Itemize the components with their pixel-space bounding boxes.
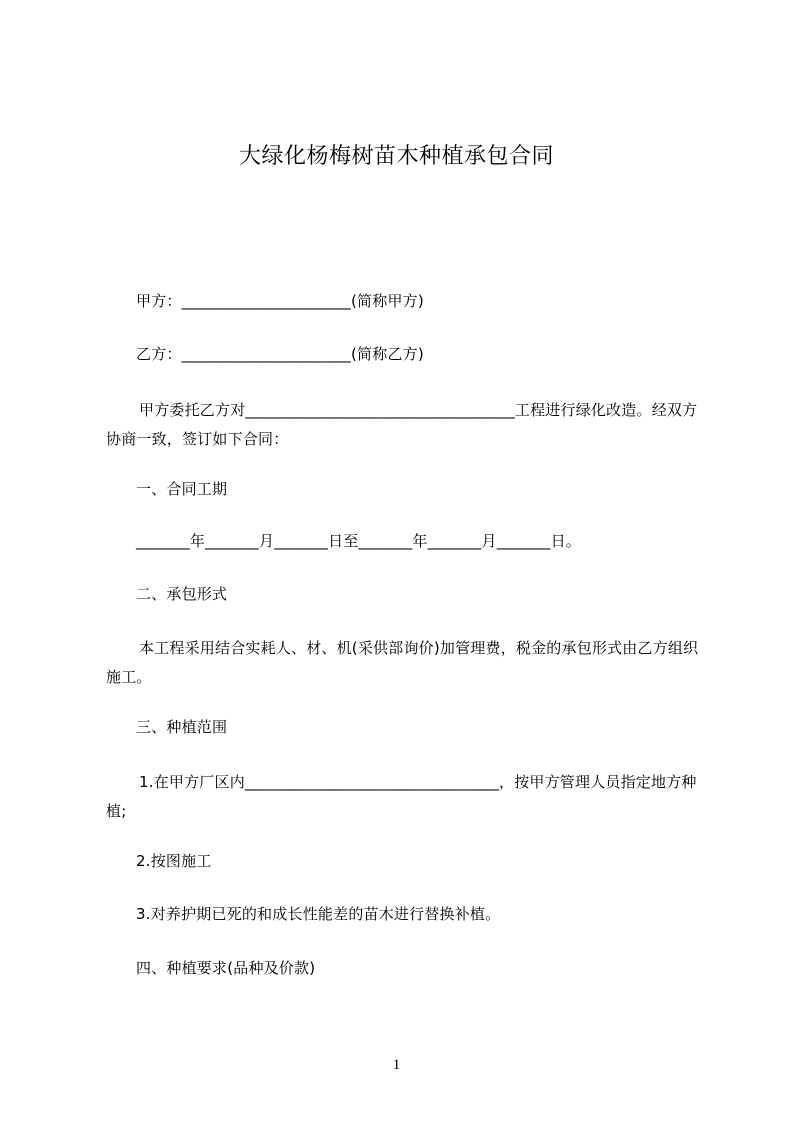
party-a-line: 甲方：______________________(简称甲方) [136, 292, 424, 310]
section-1-heading: 一、合同工期 [136, 480, 228, 498]
section-2-heading: 二、承包形式 [136, 585, 228, 603]
preamble-paragraph: 甲方委托乙方对___________________________________工程进行绿化改造。经双方协商一致，签订如下合同： [106, 401, 698, 448]
section-3-item-1: 1.在甲方厂区内_________________________________，按甲方管理人员指定地方种植; [106, 773, 697, 820]
section-1-dates: _______年_______月_______日至_______年_______月_______日。 [136, 532, 582, 550]
section-4-heading: 四、种植要求(品种及价款) [136, 959, 316, 977]
document-title: 大绿化杨梅树苗木种植承包合同 [238, 144, 554, 169]
section-3-item-2: 2.按图施工 [136, 852, 212, 870]
section-3-heading: 三、种植范围 [136, 718, 228, 736]
party-b-line: 乙方：______________________(简称乙方) [136, 345, 424, 363]
section-2-body: 本工程采用结合实耗人、材、机(采供部询价)加管理费，税金的承包形式由乙方组织施工。 [106, 639, 699, 686]
section-3-item-3: 3.对养护期已死的和成长性能差的苗木进行替换补植。 [136, 905, 501, 923]
page-number: 1 [392, 1057, 401, 1073]
